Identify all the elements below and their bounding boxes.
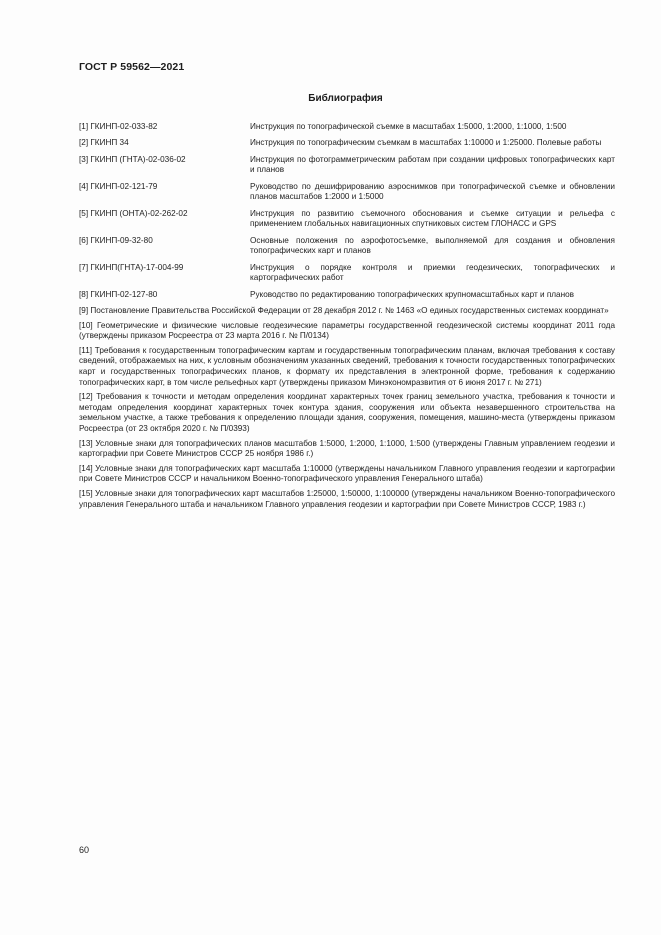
page-number: 60	[79, 845, 90, 855]
bibliography-entry	[79, 138, 615, 149]
entry-description: Инструкция по топографическим съемкам в масштабах 1:10000 и 1:25000. Полевые работы	[250, 138, 602, 148]
entry-description: Инструкция о порядке контроля и приемки геодезических, топографических и картографических работ	[250, 262, 615, 283]
bibliography-entry	[79, 155, 615, 176]
bibliography-list	[79, 122, 615, 514]
entry-code: [2] ГКИНП 34	[79, 138, 129, 148]
entry-code: [6] ГКИНП-09-32-80	[79, 235, 153, 245]
bibliography-title: Библиография	[308, 93, 383, 104]
entry-code: [7] ГКИНП(ГНТА)-17-004-99	[79, 262, 184, 272]
entry-description: Руководство по редактированию топографических крупномасштабных карт и планов	[250, 289, 575, 299]
entry-description: Руководство по дешифрированию аэроснимков при топографической съемке и обновлении планов масштабов 1:2000 и 1:5000	[250, 181, 615, 202]
bibliography-paragraph: [14] Условные знаки для топографических карт масштаба 1:10000 (утверждены начальником Главного управления геодезии и картографии при Совете Министров СССР и начальником Военно-топографического управления Генерального штаба)	[79, 463, 615, 484]
entry-code: [1] ГКИНП-02-033-82	[79, 122, 158, 131]
bibliography-entry	[79, 263, 615, 284]
entry-description: Инструкция по топографической съемке в масштабах 1:5000, 1:2000, 1:1000, 1:500	[250, 122, 567, 131]
entry-code: [5] ГКИНП (ОНТА)-02-262-02	[79, 208, 188, 218]
bibliography-paragraph: [13] Условные знаки для топографических планов масштабов 1:5000, 1:2000, 1:1000, 1:500 (утверждены Главным управлением геодезии и картографии при Совете Министров СССР 25 ноября 1986 г.)	[79, 438, 615, 459]
document-code: ГОСТ Р 59562—2021	[79, 61, 185, 73]
bibliography-paragraph: [15] Условные знаки для топографических карт масштабов 1:25000, 1:50000, 1:100000 (утверждены начальником Военно-топографического управления Генерального штаба и начальником Главного управления геодезии и картографии при Совете Министров СССР, 1983 г.)	[79, 489, 615, 509]
bibliography-entry	[79, 209, 615, 230]
bibliography-paragraph: [9] Постановление Правительства Российской Федерации от 28 декабря 2012 г. № 1463 «О единых государственных системах координат»	[79, 306, 609, 316]
bibliography-paragraph: [11] Требования к государственным топографическим картам и государственным топографическим планам, включая требования к составу сведений, отображаемых на них, к условным обозначениям указанных сведений, требования к точности государственных топографических карт и государственных топографических планов, к формату их представления в электронной форме, требования к содержанию топографических карт, в том числе рельефных карт (утверждены приказом Минэкономразвития от 6 июня 2017 г. № 271)	[79, 345, 615, 387]
entry-description: Инструкция по фотограмметрическим работам при создании цифровых топографических карт и планов	[250, 154, 615, 175]
bibliography-paragraph: [10] Геометрические и физические числовые геодезические параметры государственной геодезической системы координат 2011 года (утверждены приказом Росреестра от 23 марта 2016 г. № П/0134)	[79, 320, 615, 341]
entry-code: [8] ГКИНП-02-127-80	[79, 289, 158, 299]
entry-code: [3] ГКИНП (ГНТА)-02-036-02	[79, 154, 186, 164]
entry-description: Основные положения по аэрофотосъемке, выполняемой для создания и обновления топографических карт и планов	[250, 235, 615, 256]
bibliography-entry	[79, 182, 615, 203]
entry-description: Инструкция по развитию съемочного обоснования и съемке ситуации и рельефа с применением глобальных навигационных спутниковых систем ГЛОНАСС и GPS	[250, 208, 615, 229]
bibliography-entry	[79, 236, 615, 257]
bibliography-paragraph: [12] Требования к точности и методам определения координат характерных точек границ земельного участка, требования к точности и методам определения координат характерных точек контура здания, сооружения или объекта незавершенного строительства на земельном участке, а также требования к определению площади здания, сооружения, помещения, машино-места (утверждены приказом Росреестра (от 23 октября 2020 г. № П/0393)	[79, 392, 615, 434]
entry-code: [4] ГКИНП-02-121-79	[79, 181, 158, 191]
bibliography-entry	[79, 290, 615, 301]
bibliography-entry	[79, 122, 615, 133]
